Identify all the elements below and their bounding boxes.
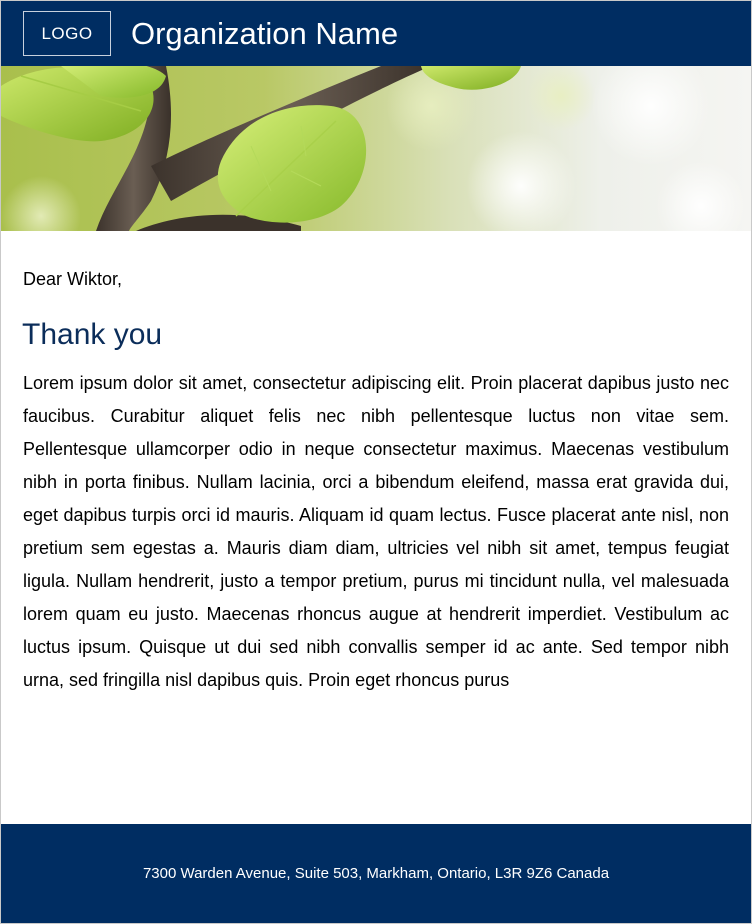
logo-text: LOGO [41,23,93,43]
logo [23,11,111,56]
greeting: Dear Wiktor, [23,269,123,289]
organization-name: Organization Name [131,16,399,51]
thank-you-heading: Thank you [22,318,163,351]
email-header [1,1,751,66]
hero-image [1,66,751,231]
email-footer [1,824,751,923]
body-paragraph: Lorem ipsum dolor sit amet, consectetur adipiscing elit. Proin placerat dapibus justo nec faucibus. Curabitur aliquet felis nec nibh pellentesque luctus non vitae sem. Pellentesque ullamcorper odio in neque consectetur maximus. Maecenas vestibulum nibh in porta finibus. Nullam lacinia, orci a bibendum eleifend, massa erat gravida dui, eget dapibus turpis orci id mauris. Aliquam id quam lectus. Fusce placerat ante nisl, non pretium sem egestas a. Mauris diam diam, ultricies vel nibh sit amet, tempus feugiat ligula. Nullam hendrerit, justo a tempor pretium, purus mi tincidunt nulla, vel malesuada lorem quam eu justo. Maecenas rhoncus augue at hendrerit imperdiet. Vestibulum ac luctus ipsum. Quisque ut dui sed nibh convallis semper id ac ante. Sed tempor nibh urna, sed fringilla nisl dapibus quis. Proin eget rhoncus purus [23,373,729,690]
email-content [23,268,729,697]
footer-address: 7300 Warden Avenue, Suite 503, Markham, Ontario, L3R 9Z6 Canada [142,865,610,882]
